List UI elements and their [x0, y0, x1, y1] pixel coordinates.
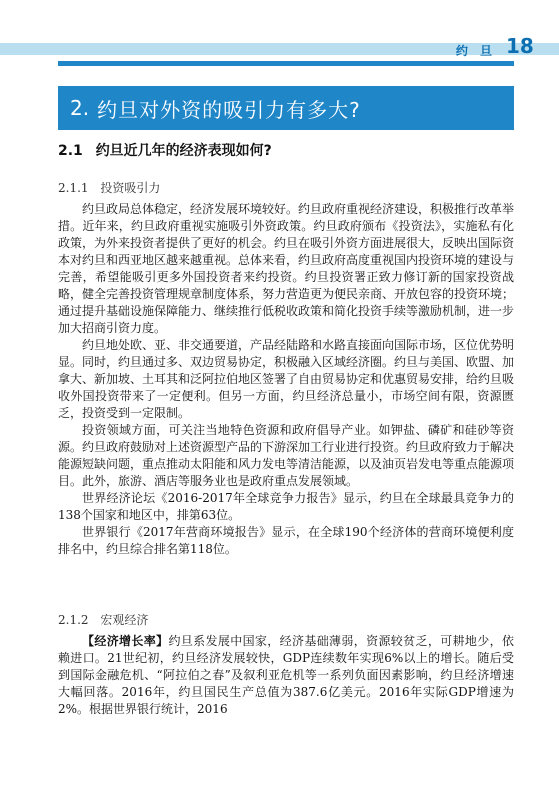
- subsection-heading-investment-attraction: [58, 180, 514, 196]
- subsection-number: 2.1.1: [58, 181, 89, 195]
- paragraph: 世界经济论坛《2016-2017年全球竞争力报告》显示，约旦在全球最具竞争力的138个国家和地区中，排第63位。: [58, 491, 514, 522]
- paragraph: [58, 633, 514, 718]
- section-heading: [58, 142, 514, 160]
- investment-attraction-body: [58, 201, 514, 606]
- economic-growth-text: 约旦系发展中国家，经济基础薄弱，资源较贫乏，可耕地少，依赖进口。21世纪初，约旦经济发展较快，GDP连续数年实现6%以上的增长。随后受到国际金融危机、“阿拉伯之春”及叙利亚危机等一系列负面因素影响，约旦经济增速大幅回落。2016年，约旦国民生产总值为387.6亿美元。2016年实际GDP增速为2%。根据世界银行统计，2016: [58, 634, 514, 716]
- chapter-banner: [58, 86, 514, 130]
- macroeconomy-body: [58, 633, 514, 754]
- paragraph: 世界银行《2017年营商环境报告》显示，在全球190个经济体的营商环境便利度排名中，约旦综合排名第118位。: [58, 525, 514, 556]
- section-title: 约旦近几年的经济表现如何?: [95, 143, 272, 159]
- paragraph: 约旦地处欧、亚、非交通要道，产品经陆路和水路直接面向国际市场，区位优势明显。同时，约旦通过多、双边贸易协定，积极融入区域经济圈。约旦与美国、欧盟、加拿大、新加坡、土耳其和泛阿拉伯地区签署了自由贸易协定和优惠贸易安排，给约旦吸收外国投资带来了一定便利。但另一方面，约旦经济总量小，市场空间有限，资源匮乏，投资受到一定限制。: [58, 338, 514, 420]
- section-number: 2.1: [58, 143, 83, 159]
- subsection-number: 2.1.2: [58, 613, 89, 627]
- running-header: 约 旦: [455, 44, 496, 58]
- paragraph: 投资领域方面，可关注当地特色资源和政府倡导产业。如钾盐、磷矿和硅砂等资源。约旦政府鼓励对上述资源型产品的下游深加工行业进行投资。约旦政府致力于解决能源短缺问题，重点推动太阳能和风力发电等清洁能源，以及油页岩发电等重点能源项目。此外，旅游、酒店等服务业也是政府重点发展领域。: [58, 423, 514, 488]
- paragraph: 约旦政局总体稳定，经济发展环境较好。约旦政府重视经济建设，积极推行改革举措。近年来，约旦政府重视实施吸引外资政策。约旦政府颁布《投资法》，实施私有化政策，为外来投资者提供了更好的机会。约旦在吸引外资方面进展很大，反映出国际资本对约旦和西亚地区越来越重视。总体来看，约旦政府高度重视国内投资环境的建设与完善，希望能吸引更多外国投资者来约投资。约旦投资署正致力修订新的国家投资战略，健全完善投资管理规章制度体系，努力营造更为便民亲商、开放包容的投资环境；通过提升基础设施保障能力、继续推行低税收政策和简化投资手续等激励机制，进一步加大招商引资力度。: [58, 202, 514, 335]
- chapter-number: 2.: [70, 96, 90, 120]
- chapter-title: 约旦对外资的吸引力有多大?: [97, 97, 361, 122]
- economic-growth-label: 【经济增长率】: [82, 634, 169, 648]
- header-rule: [58, 61, 514, 66]
- page-number: 18: [506, 34, 534, 58]
- subsection-heading-macroeconomy: [58, 612, 514, 628]
- subsection-title: 宏观经济: [100, 613, 149, 627]
- subsection-title: 投资吸引力: [100, 181, 161, 195]
